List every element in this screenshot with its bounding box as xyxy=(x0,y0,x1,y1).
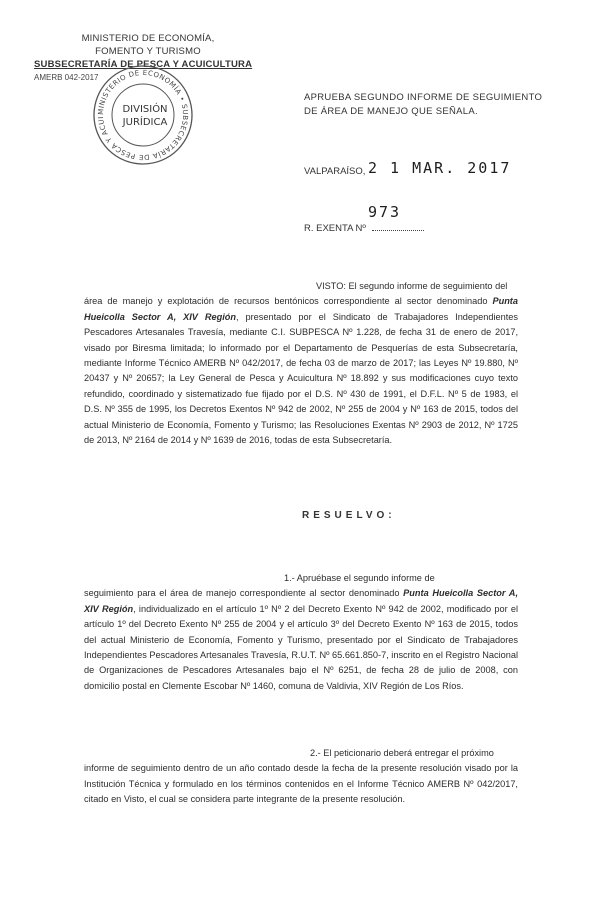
item-1-body-a: seguimiento para el área de manejo correspondiente al sector denominado xyxy=(84,588,400,599)
ministry-line-2: FOMENTO Y TURISMO xyxy=(95,46,201,57)
subsecretaria-title: SUBSECRETARÍA DE PESCA Y ACUICULTURA xyxy=(34,59,253,70)
stamp-ring-text: MINISTERIO DE ECONOMÍA • SUBSECRETARÍA DE PESCA Y ACUI xyxy=(96,68,190,162)
resolution-title xyxy=(304,91,542,119)
title-line-1: APRUEBA SEGUNDO INFORME DE SEGUIMIENTO xyxy=(304,92,543,103)
item-1 xyxy=(84,571,518,694)
visto-sector: Punta Hueicolla Sector A, XIV Región xyxy=(84,296,518,322)
number-underline xyxy=(372,230,424,231)
ministry-line-1: MINISTERIO DE ECONOMÍA, xyxy=(81,33,215,44)
item-2-lead: 2.- El peticionario deberá entregar el próximo xyxy=(310,748,494,758)
visto-section xyxy=(84,279,518,448)
resolution-label: R. EXENTA Nº xyxy=(304,223,366,234)
item-1-sector: Punta Hueicolla Sector A, XIV Región xyxy=(84,588,518,614)
handwritten-date: 2 1 MAR. 2017 xyxy=(368,159,512,177)
ministry-header xyxy=(68,32,228,58)
title-line-2: DE ÁREA DE MANEJO QUE SEÑALA. xyxy=(304,106,478,117)
stamp-center-line-2: JURÍDICA xyxy=(122,117,168,128)
place: VALPARAÍSO, xyxy=(304,166,366,177)
division-juridica-stamp xyxy=(88,60,198,170)
resolution-number: 973 xyxy=(368,203,402,221)
resolution-label-row xyxy=(304,223,424,234)
item-1-lead: 1.- Apruébase el segundo informe de xyxy=(284,573,435,583)
stamp-seal-icon xyxy=(88,60,198,170)
visto-body-b: , presentado por el Sindicato de Trabajadores Independientes Pescadores Artesanales Travesía, mediante C.I. SUBPESCA Nº 1.228, de fecha 31 de enero de 2017, visado por Biresma limitada; lo informado por el Departamento de Pesquerías de esta Subsecretaría, mediante Informe Técnico AMERB Nº 042/2017, de fecha 03 de marzo de 2017; las Leyes Nº 19.880, Nº 20437 y Nº 20657; la Ley General de Pesca y Acuicultura Nº 18.892 y sus modificaciones cuyo texto refundido, coordinado y sistematizado fue fijado por el D.S. Nº 430 de 1991, el D.F.L. Nº 5 de 1983, el D.S. Nº 355 de 1995, los Decretos Exentos Nº 942 de 2002, Nº 255 de 2004 y Nº 163 de 2015, todos del actual Ministerio de Economía, Fomento y Turismo; las Resoluciones Exentas Nº 2903 de 2012, Nº 1725 de 2013, Nº 2164 de 2014 y Nº 1639 de 2016, todas de esta Subsecretaría. xyxy=(84,311,518,446)
reference-code: AMERB 042-2017 xyxy=(34,73,99,82)
item-1-body-b: , individualizado en el artículo 1º Nº 2 del Decreto Exento Nº 942 de 2002, modificado por el artículo 1º del Decreto Exento Nº 255 de 2004 y el artículo 3º del Decreto Exento Nº 163 de 2015, todos del actual Ministerio de Economía, Fomento y Turismo, presentado por el Sindicato de Trabajadores Independientes Pescadores Artesanales Travesía, R.U.T. Nº 65.661.850-7, inscrito en el Registro Nacional de Organizaciones de Pescadores Artesanales bajo el Nº 6251, de fecha 28 de julio de 2008, con domicilio postal en Clemente Escobar Nº 1460, comuna de Valdivia, XIV Región de Los Ríos. xyxy=(84,603,518,691)
item-2-body: informe de seguimiento dentro de un año contado desde la fecha de la presente resolución visado por la Institución Técnica y formulado en los términos contenidos en el Informe Técnico AMERB Nº 042/2017, citado en Visto, el cual se considera parte integrante de la presente resolución. xyxy=(84,763,518,805)
visto-body xyxy=(84,294,518,448)
item-1-body xyxy=(84,586,518,694)
resuelvo-heading: RESUELVO: xyxy=(302,510,396,521)
stamp-center-line-1: DIVISIÓN xyxy=(122,104,168,115)
visto-lead: VISTO: El segundo informe de seguimiento del xyxy=(316,281,508,291)
item-2 xyxy=(84,746,518,808)
visto-body-a: área de manejo y explotación de recursos bentónicos correspondiente al sector denominado xyxy=(84,296,488,307)
